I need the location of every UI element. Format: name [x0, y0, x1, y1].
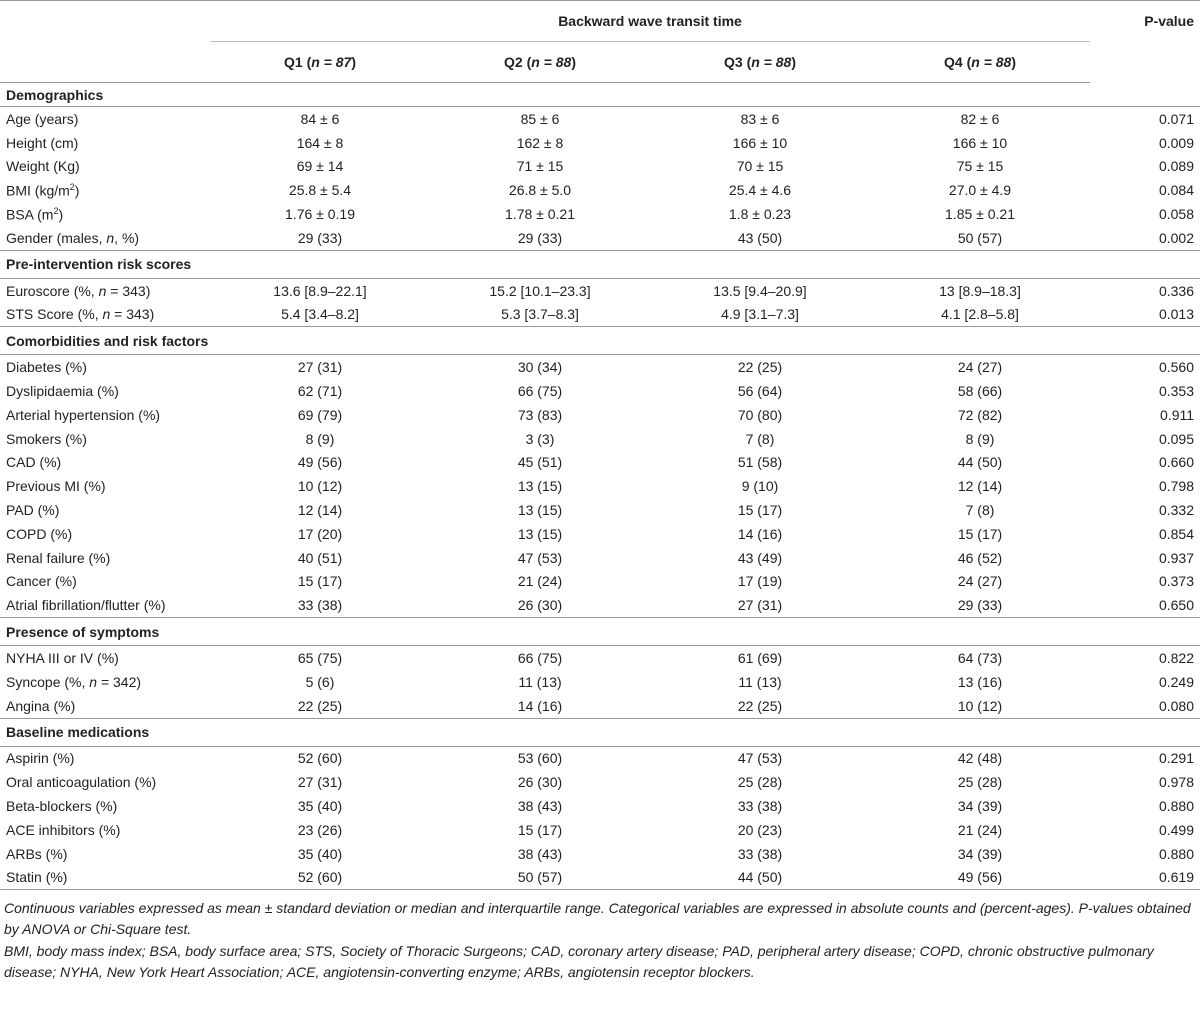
cell-pvalue: 0.499 [1158, 821, 1195, 838]
row-label-superscript: 2 [53, 205, 59, 216]
cell-q1: 69 (79) [297, 406, 343, 423]
cell-q3: 25 (28) [737, 774, 783, 791]
table-row [0, 646, 1200, 670]
row-label-text: Atrial fibrillation/flutter (%) [6, 597, 166, 614]
cell-q4: 24 (27) [957, 573, 1003, 590]
cell-q3: 61 (69) [737, 650, 783, 667]
table-row [0, 107, 1200, 131]
section-header [0, 618, 1200, 646]
cell-q1: 5 (6) [305, 673, 335, 690]
table-row [0, 770, 1200, 794]
row-label-text: Aspirin (%) [6, 750, 75, 767]
cell-q4: 82 ± 6 [960, 110, 1000, 127]
cell-q2: 66 (75) [517, 383, 563, 400]
cell-q2: 50 (57) [430, 866, 650, 890]
row-label-text: Syncope (%, [6, 673, 90, 690]
table-row [0, 427, 1200, 451]
cell-q4: 49 (56) [870, 866, 1090, 890]
cell-q2: 38 (43) [517, 845, 563, 862]
row-label-text: Oral anticoagulation (%) [6, 774, 157, 791]
quartile-label: Q4 [944, 54, 963, 70]
cell-q3: 43 (49) [737, 549, 783, 566]
row-label [0, 278, 210, 302]
cell-q1: 65 (75) [297, 650, 343, 667]
row-label [0, 403, 210, 427]
cell-q3: 14 (16) [737, 525, 783, 542]
row-label [0, 746, 210, 770]
row-label [0, 131, 210, 155]
cell-q1: 27 (31) [297, 774, 343, 791]
row-label-italic: n [89, 673, 98, 690]
row-label-text: Statin (%) [6, 869, 68, 886]
row-label-text: Euroscore (%, [6, 282, 99, 299]
cell-q1: 69 ± 14 [296, 158, 344, 175]
row-label [0, 427, 210, 451]
row-label-text: Previous MI (%) [6, 478, 106, 495]
cell-q1: 12 (14) [297, 502, 343, 519]
cell-q1: 29 (33) [297, 229, 343, 246]
row-label [0, 107, 210, 131]
cell-q3: 83 ± 6 [740, 110, 780, 127]
cell-pvalue: 0.619 [1090, 866, 1200, 890]
cell-pvalue: 0.009 [1158, 134, 1195, 151]
cell-q1: 62 (71) [297, 383, 343, 400]
cell-q4: 8 (9) [965, 430, 995, 447]
cell-pvalue: 0.332 [1158, 502, 1195, 519]
cell-pvalue: 0.249 [1158, 673, 1195, 690]
header-blank-2 [0, 42, 210, 83]
cell-pvalue: 0.911 [1160, 406, 1195, 423]
cell-q4: 4.1 [2.8–5.8] [941, 306, 1019, 323]
cell-q3: 9 (10) [741, 478, 779, 495]
row-label-text: COPD (%) [6, 525, 73, 542]
row-label-text: STS Score (%, [6, 306, 103, 323]
cell-q2: 26 (30) [517, 597, 563, 614]
row-label [0, 202, 210, 226]
cell-q3: 166 ± 10 [732, 134, 788, 151]
cell-pvalue: 0.291 [1158, 750, 1195, 767]
cell-q1: 15 (17) [297, 573, 343, 590]
cell-pvalue: 0.373 [1158, 573, 1195, 590]
cell-pvalue: 0.058 [1158, 206, 1195, 223]
quartile-header-2 [430, 42, 650, 83]
cell-pvalue: 0.880 [1158, 845, 1195, 862]
cell-q2: 15 (17) [517, 821, 563, 838]
table-row [0, 746, 1200, 770]
row-label-text: Height (cm) [6, 134, 79, 151]
table-row [0, 278, 1200, 302]
table-row [0, 202, 1200, 226]
table-row [0, 131, 1200, 155]
quartile-n-close: ) [791, 54, 796, 70]
cell-q2: 45 (51) [517, 454, 563, 471]
cell-pvalue: 0.002 [1158, 229, 1195, 246]
cell-q4: 27.0 ± 4.9 [948, 182, 1012, 199]
cell-q4: 25 (28) [957, 774, 1003, 791]
quartile-n-close: ) [571, 54, 576, 70]
table-row [0, 379, 1200, 403]
footnote-abbreviations: BMI, body mass index; BSA, body surface area; STS, Society of Thoracic Surgeons; CAD, coronary artery disease; PAD, peripheral artery disease; COPD, chronic obstructive pulmonary disease; NYHA, New York Heart Association; ACE, angiotensin-converting enzyme; ARBs, angiotensin receptor blockers. [4, 943, 1154, 981]
cell-q2: 13 (15) [517, 478, 563, 495]
table-row [0, 403, 1200, 427]
cell-q3: 70 ± 15 [736, 158, 784, 175]
cell-q2: 3 (3) [525, 430, 555, 447]
table-row [0, 842, 1200, 866]
quartile-n-open: ( [526, 54, 532, 70]
quartile-label: Q2 [503, 54, 523, 70]
cell-q1: 35 (40) [297, 845, 343, 862]
cell-q3: 20 (23) [737, 821, 783, 838]
quartile-n: n = 88 [751, 54, 792, 70]
row-label [0, 770, 210, 794]
row-label-text: Dyslipidaemia (%) [6, 383, 119, 400]
cell-q1: 23 (26) [297, 821, 343, 838]
row-label-text: Smokers (%) [6, 430, 87, 447]
row-label-text: Age (years) [6, 110, 79, 127]
table-row [0, 670, 1200, 694]
cell-q1: 84 ± 6 [300, 110, 340, 127]
row-label [0, 694, 210, 718]
row-label-text: Cancer (%) [6, 573, 77, 590]
cell-q4: 21 (24) [957, 821, 1003, 838]
row-label [0, 155, 210, 179]
row-label-suffix: = 343) [106, 282, 151, 299]
cell-q3: 70 (80) [737, 406, 783, 423]
cell-q2: 11 (13) [518, 673, 562, 690]
cell-q4: 13 (16) [957, 673, 1003, 690]
cell-pvalue: 0.822 [1158, 650, 1195, 667]
cell-q4: 7 (8) [965, 502, 995, 519]
section-title: Baseline medications [0, 718, 1200, 746]
table-row [0, 546, 1200, 570]
cell-q2: 15.2 [10.1–23.3] [489, 282, 591, 299]
table-row [0, 474, 1200, 498]
row-label-text: ARBs (%) [6, 845, 68, 862]
cell-q2: 14 (16) [517, 697, 563, 714]
row-label [0, 355, 210, 379]
quartile-label: Q3 [723, 54, 743, 70]
quartile-label: Q1 [283, 54, 303, 70]
cell-q2: 73 (83) [517, 406, 563, 423]
cell-q1: 22 (25) [297, 697, 343, 714]
row-label [0, 498, 210, 522]
table-row [0, 178, 1200, 202]
cell-q2: 26 (30) [517, 774, 563, 791]
cell-q2: 13 (15) [517, 525, 563, 542]
quartile-header-4 [870, 42, 1090, 83]
cell-pvalue: 0.560 [1158, 359, 1195, 376]
cell-q3: 25.4 ± 4.6 [728, 182, 792, 199]
cell-q1: 10 (12) [297, 478, 343, 495]
table-row [0, 866, 1200, 890]
row-label-text: PAD (%) [6, 502, 60, 519]
cell-q4: 75 ± 15 [956, 158, 1004, 175]
row-label [0, 570, 210, 594]
cell-q1: 49 (56) [297, 454, 343, 471]
pvalue-header [1090, 1, 1200, 83]
section-title: Presence of symptoms [0, 618, 1200, 646]
row-label-suffix: = 342) [97, 673, 142, 690]
row-label [0, 818, 210, 842]
section-header [0, 327, 1200, 355]
table-row [0, 303, 1200, 327]
cell-pvalue: 0.095 [1158, 430, 1195, 447]
cell-q3: 33 (38) [737, 798, 783, 815]
cell-q2: 30 (34) [517, 359, 563, 376]
cell-q4: 34 (39) [957, 798, 1003, 815]
cell-q4: 24 (27) [957, 359, 1003, 376]
cell-q2: 1.78 ± 0.21 [505, 206, 575, 223]
row-label-text: Beta-blockers (%) [6, 798, 118, 815]
cell-q1: 40 (51) [297, 549, 343, 566]
cell-q1: 13.6 [8.9–22.1] [273, 282, 367, 299]
cell-q1: 164 ± 8 [296, 134, 344, 151]
header-blank [0, 1, 210, 42]
quartile-header-1 [210, 42, 430, 83]
cell-q2: 5.3 [3.7–8.3] [501, 306, 579, 323]
cell-pvalue: 0.650 [1158, 597, 1195, 614]
table-row [0, 451, 1200, 475]
cell-q4: 166 ± 10 [952, 134, 1008, 151]
row-label-suffix: , %) [114, 229, 140, 246]
cell-q2: 38 (43) [517, 798, 563, 815]
cell-q2: 21 (24) [517, 573, 563, 590]
cell-q3: 56 (64) [737, 383, 783, 400]
cell-q4: 12 (14) [957, 478, 1003, 495]
cell-q2: 13 (15) [517, 502, 563, 519]
cell-q3: 33 (38) [737, 845, 783, 862]
cell-q4: 13 [8.9–18.3] [939, 282, 1021, 299]
row-label [0, 379, 210, 403]
row-label [0, 593, 210, 617]
cell-pvalue: 0.013 [1158, 306, 1195, 323]
cell-q1: 17 (20) [297, 525, 343, 542]
cell-q3: 51 (58) [737, 454, 783, 471]
cell-q3: 11 (13) [738, 673, 782, 690]
cell-q1: 1.76 ± 0.19 [285, 206, 355, 223]
cell-q3: 15 (17) [737, 502, 783, 519]
cell-pvalue: 0.660 [1158, 454, 1195, 471]
quartile-n-open: ( [306, 54, 312, 70]
row-label-suffix: = 343) [110, 306, 155, 323]
row-label-text: ACE inhibitors (%) [6, 821, 121, 838]
cell-q4: 46 (52) [957, 549, 1003, 566]
cell-q1: 27 (31) [297, 359, 343, 376]
group-header [210, 1, 1090, 42]
cell-pvalue: 0.353 [1158, 383, 1195, 400]
quartile-n-open: ( [966, 54, 972, 70]
cell-q4: 72 (82) [957, 406, 1003, 423]
row-label [0, 178, 210, 202]
table-row [0, 155, 1200, 179]
pvalue-header-label: P-value [1144, 13, 1195, 29]
row-label-text: BSA (m [6, 206, 54, 223]
cell-q4: 42 (48) [957, 750, 1003, 767]
cell-q3: 1.8 ± 0.23 [728, 206, 792, 223]
section-header [0, 718, 1200, 746]
cell-q4: 29 (33) [957, 597, 1003, 614]
row-label-italic: n [102, 306, 111, 323]
cell-q2: 47 (53) [517, 549, 563, 566]
cell-q3: 47 (53) [737, 750, 783, 767]
table-header [0, 1, 1200, 83]
quartile-n-close: ) [351, 54, 356, 70]
section-header [0, 250, 1200, 278]
cell-q1: 52 (60) [297, 750, 343, 767]
cell-pvalue: 0.336 [1158, 282, 1195, 299]
cell-q3: 22 (25) [737, 359, 783, 376]
cell-q4: 64 (73) [957, 650, 1003, 667]
table-row [0, 498, 1200, 522]
cell-q1: 5.4 [3.4–8.2] [281, 306, 359, 323]
table-footnotes [0, 890, 1200, 983]
cell-q1: 33 (38) [297, 597, 343, 614]
cell-q3: 27 (31) [737, 597, 783, 614]
row-label-text: CAD (%) [6, 454, 62, 471]
cell-q1: 35 (40) [297, 798, 343, 815]
cell-q4: 44 (50) [957, 454, 1003, 471]
row-label [0, 451, 210, 475]
cell-pvalue: 0.978 [1158, 774, 1195, 791]
row-label-text: Arterial hypertension (%) [6, 406, 161, 423]
row-label [0, 646, 210, 670]
cell-q3: 13.5 [9.4–20.9] [713, 282, 807, 299]
section-title: Comorbidities and risk factors [0, 327, 1200, 355]
section-title: Demographics [0, 83, 1200, 107]
row-label-suffix: ) [58, 206, 64, 223]
cell-q2: 66 (75) [517, 650, 563, 667]
cell-q4: 34 (39) [957, 845, 1003, 862]
cell-q2: 85 ± 6 [520, 110, 560, 127]
table-row [0, 355, 1200, 379]
row-label [0, 546, 210, 570]
cell-q1: 25.8 ± 5.4 [288, 182, 352, 199]
row-label-text: Diabetes (%) [6, 359, 87, 376]
cell-pvalue: 0.071 [1158, 110, 1195, 127]
cell-q3: 4.9 [3.1–7.3] [721, 306, 799, 323]
row-label [0, 670, 210, 694]
cell-pvalue: 0.937 [1158, 549, 1195, 566]
row-label [0, 866, 210, 890]
cell-pvalue: 0.798 [1158, 478, 1195, 495]
cell-q4: 10 (12) [957, 697, 1003, 714]
quartile-n: n = 88 [531, 54, 572, 70]
cell-q2: 29 (33) [517, 229, 563, 246]
cell-q3: 17 (19) [737, 573, 783, 590]
quartile-n-close: ) [1011, 54, 1017, 70]
cell-q3: 43 (50) [737, 229, 783, 246]
cell-pvalue: 0.854 [1158, 525, 1195, 542]
row-label-italic: n [98, 282, 107, 299]
quartile-header-3 [650, 42, 870, 83]
row-label-text: Gender (males, [6, 229, 107, 246]
row-label [0, 522, 210, 546]
table-row [0, 593, 1200, 617]
row-label-text: Angina (%) [6, 697, 76, 714]
quartile-n: n = 88 [971, 54, 1012, 70]
cell-q2: 162 ± 8 [516, 134, 564, 151]
footnote-abbrev-stats: Continuous variables expressed as mean ± standard deviation or median and interquartile range. Categorical variables are expressed in absolute counts and (percent-ages). P-values obtained by ANOVA or Chi-Square test. [4, 900, 1191, 938]
cell-q4: 58 (66) [957, 383, 1003, 400]
cell-q4: 50 (57) [957, 229, 1003, 246]
group-header-label: Backward wave transit time [558, 13, 742, 29]
row-label [0, 842, 210, 866]
row-label-text: Weight (Kg) [6, 158, 80, 175]
cell-pvalue: 0.089 [1158, 158, 1195, 175]
row-label-italic: n [106, 229, 115, 246]
table-body [0, 83, 1200, 890]
cell-q4: 15 (17) [957, 525, 1003, 542]
table-row [0, 794, 1200, 818]
cell-q1: 8 (9) [305, 430, 335, 447]
row-label-text: NYHA III or IV (%) [6, 650, 119, 667]
section-title: Pre-intervention risk scores [0, 250, 1200, 278]
row-label [0, 303, 210, 327]
row-label [0, 794, 210, 818]
cell-pvalue: 0.880 [1158, 798, 1195, 815]
row-label-text: Renal failure (%) [6, 549, 111, 566]
table-row [0, 694, 1200, 718]
table-row [0, 522, 1200, 546]
cell-q2: 53 (60) [517, 750, 563, 767]
row-label [0, 474, 210, 498]
section-header [0, 83, 1200, 107]
row-label [0, 226, 210, 250]
row-label-superscript: 2 [69, 181, 75, 192]
cell-q3: 7 (8) [745, 430, 775, 447]
cell-q2: 26.8 ± 5.0 [508, 182, 572, 199]
cell-q2: 71 ± 15 [516, 158, 564, 175]
table-row [0, 570, 1200, 594]
cell-q4: 1.85 ± 0.21 [945, 206, 1015, 223]
table-row [0, 818, 1200, 842]
row-label-suffix: ) [74, 182, 80, 199]
cell-q3: 44 (50) [650, 866, 870, 890]
cell-pvalue: 0.080 [1158, 697, 1195, 714]
cell-pvalue: 0.084 [1158, 182, 1195, 199]
table-row [0, 226, 1200, 250]
quartile-n: n = 87 [311, 54, 352, 70]
row-label-text: BMI (kg/m [6, 182, 70, 199]
quartile-n-open: ( [746, 54, 752, 70]
cell-q1: 52 (60) [210, 866, 430, 890]
cell-q3: 22 (25) [737, 697, 783, 714]
